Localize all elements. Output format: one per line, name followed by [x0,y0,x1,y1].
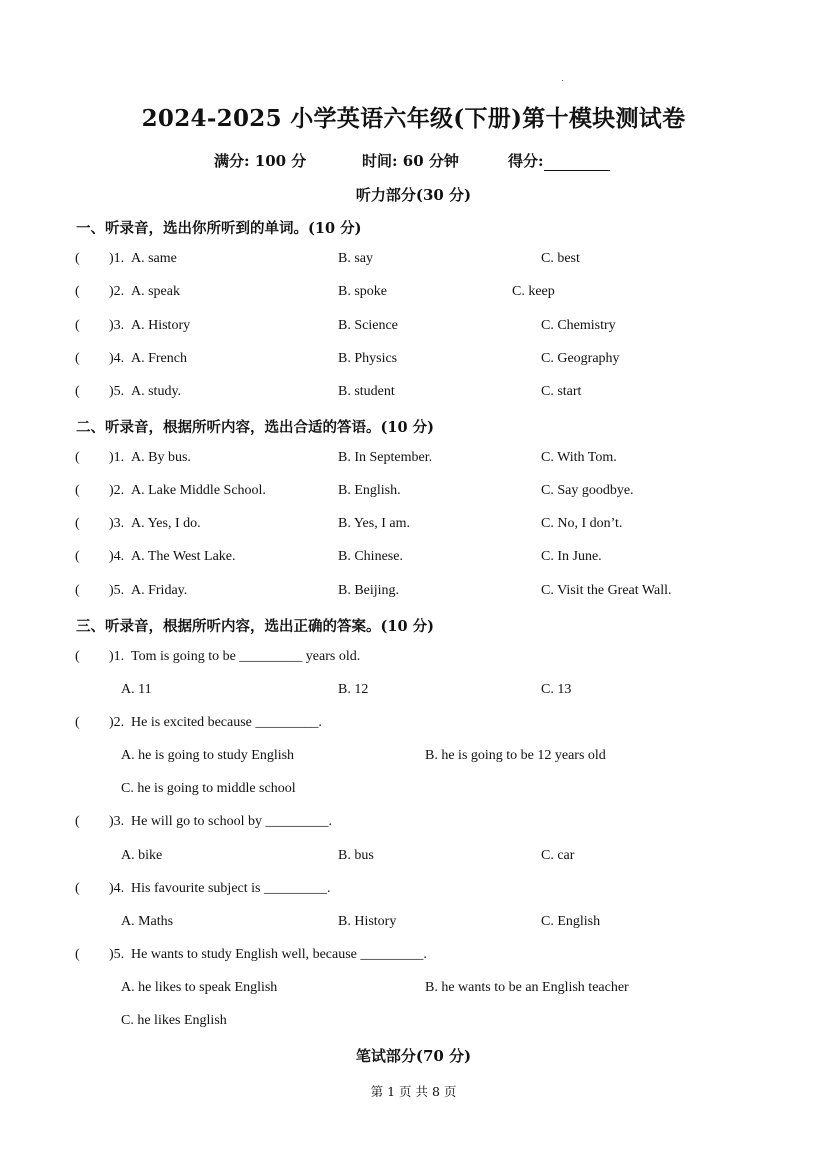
option-b: B. student [338,384,395,399]
option-c: C. best [541,251,580,266]
question-number: )3. [109,516,125,531]
question-text: He will go to school by _________. [131,814,333,829]
question-text: Tom is going to be _________ years old. [131,649,361,664]
question-number: )2. [109,483,125,498]
question-number: )2. [109,284,125,299]
answer-paren[interactable]: ( [75,549,80,564]
question-number: )2. [109,715,125,730]
question-number: )5. [109,583,125,598]
question-number: )4. [109,351,125,366]
option-c: C. Geography [541,351,620,366]
option-a: A. 11 [121,682,152,697]
question-number: )3. [109,318,125,333]
score-field[interactable] [508,150,610,171]
option-c: C. he is going to middle school [121,781,296,796]
answer-paren[interactable]: ( [75,516,80,531]
option-a: A. same [131,251,177,266]
answer-paren[interactable]: ( [75,284,80,299]
answer-paren[interactable]: ( [75,947,80,962]
question-number: )5. [109,384,125,399]
option-a: A. History [131,318,191,333]
answer-paren[interactable]: ( [75,450,80,465]
option-a: A. The West Lake. [131,549,236,564]
option-b: B. 12 [338,682,369,697]
option-a: A. he is going to study English [121,748,295,763]
question-text: His favourite subject is _________. [131,881,331,896]
option-a: A. Maths [121,914,174,929]
option-b: B. History [338,914,397,929]
section-2-title: 二、听录音，根据所听内容，选出合适的答语。(10 分) [76,419,434,436]
section-1-title: 一、听录音，选出你所听到的单词。(10 分) [76,220,362,237]
question-number: )4. [109,881,125,896]
answer-paren[interactable]: ( [75,715,80,730]
option-b: B. he is going to be 12 years old [425,748,606,763]
answer-paren[interactable]: ( [75,583,80,598]
option-a: A. bike [121,848,163,863]
scan-dot [562,80,563,81]
option-b: B. say [338,251,373,266]
option-b: B. spoke [338,284,387,299]
writing-part-title: 笔试部分(70 分) [355,1047,472,1065]
option-b: B. he wants to be an English teacher [425,980,629,995]
score-blank[interactable] [544,154,610,171]
option-c: C. Say goodbye. [541,483,634,498]
question-number: )5. [109,947,125,962]
question-text: He wants to study English well, because _________. [131,947,427,962]
answer-paren[interactable]: ( [75,318,80,333]
option-a: A. Lake Middle School. [131,483,266,498]
option-c: C. With Tom. [541,450,617,465]
option-a: A. he likes to speak English [121,980,278,995]
answer-paren[interactable]: ( [75,881,80,896]
option-c: C. Chemistry [541,318,616,333]
listening-part-title: 听力部分(30 分) [355,186,472,204]
option-c: C. keep [512,284,555,299]
option-b: B. Beijing. [338,583,400,598]
option-a: A. French [131,351,187,366]
question-number: )3. [109,814,125,829]
option-b: B. Yes, I am. [338,516,410,531]
option-c: C. 13 [541,682,572,697]
question-number: )1. [109,251,125,266]
option-b: B. Physics [338,351,398,366]
option-a: A. speak [131,284,180,299]
option-a: A. Friday. [131,583,188,598]
option-c: C. he likes English [121,1013,227,1028]
time-limit: 时间: 60 分钟 [362,152,459,170]
option-c: C. Visit the Great Wall. [541,583,672,598]
answer-paren[interactable]: ( [75,483,80,498]
option-c: C. In June. [541,549,602,564]
section-3-title: 三、听录音，根据所听内容，选出正确的答案。(10 分) [76,618,434,635]
page-title: 2024-2025 小学英语六年级(下册)第十模块测试卷 [141,105,686,132]
option-c: C. start [541,384,582,399]
question-number: )4. [109,549,125,564]
option-c: C. English [541,914,601,929]
option-c: C. No, I don’t. [541,516,623,531]
option-a: A. study. [131,384,182,399]
option-c: C. car [541,848,575,863]
answer-paren[interactable]: ( [75,251,80,266]
score-label: 得分: [508,152,544,170]
option-b: B. bus [338,848,374,863]
answer-paren[interactable]: ( [75,351,80,366]
answer-paren[interactable]: ( [75,384,80,399]
option-a: A. Yes, I do. [131,516,201,531]
question-number: )1. [109,450,125,465]
question-number: )1. [109,649,125,664]
option-a: A. By bus. [131,450,191,465]
option-b: B. Science [338,318,398,333]
answer-paren[interactable]: ( [75,649,80,664]
answer-paren[interactable]: ( [75,814,80,829]
question-text: He is excited because _________. [131,715,322,730]
option-b: B. In September. [338,450,433,465]
page-footer: 第 1 页 共 8 页 [370,1084,457,1099]
option-b: B. Chinese. [338,549,403,564]
full-score: 满分: 100 分 [214,152,307,170]
option-b: B. English. [338,483,401,498]
